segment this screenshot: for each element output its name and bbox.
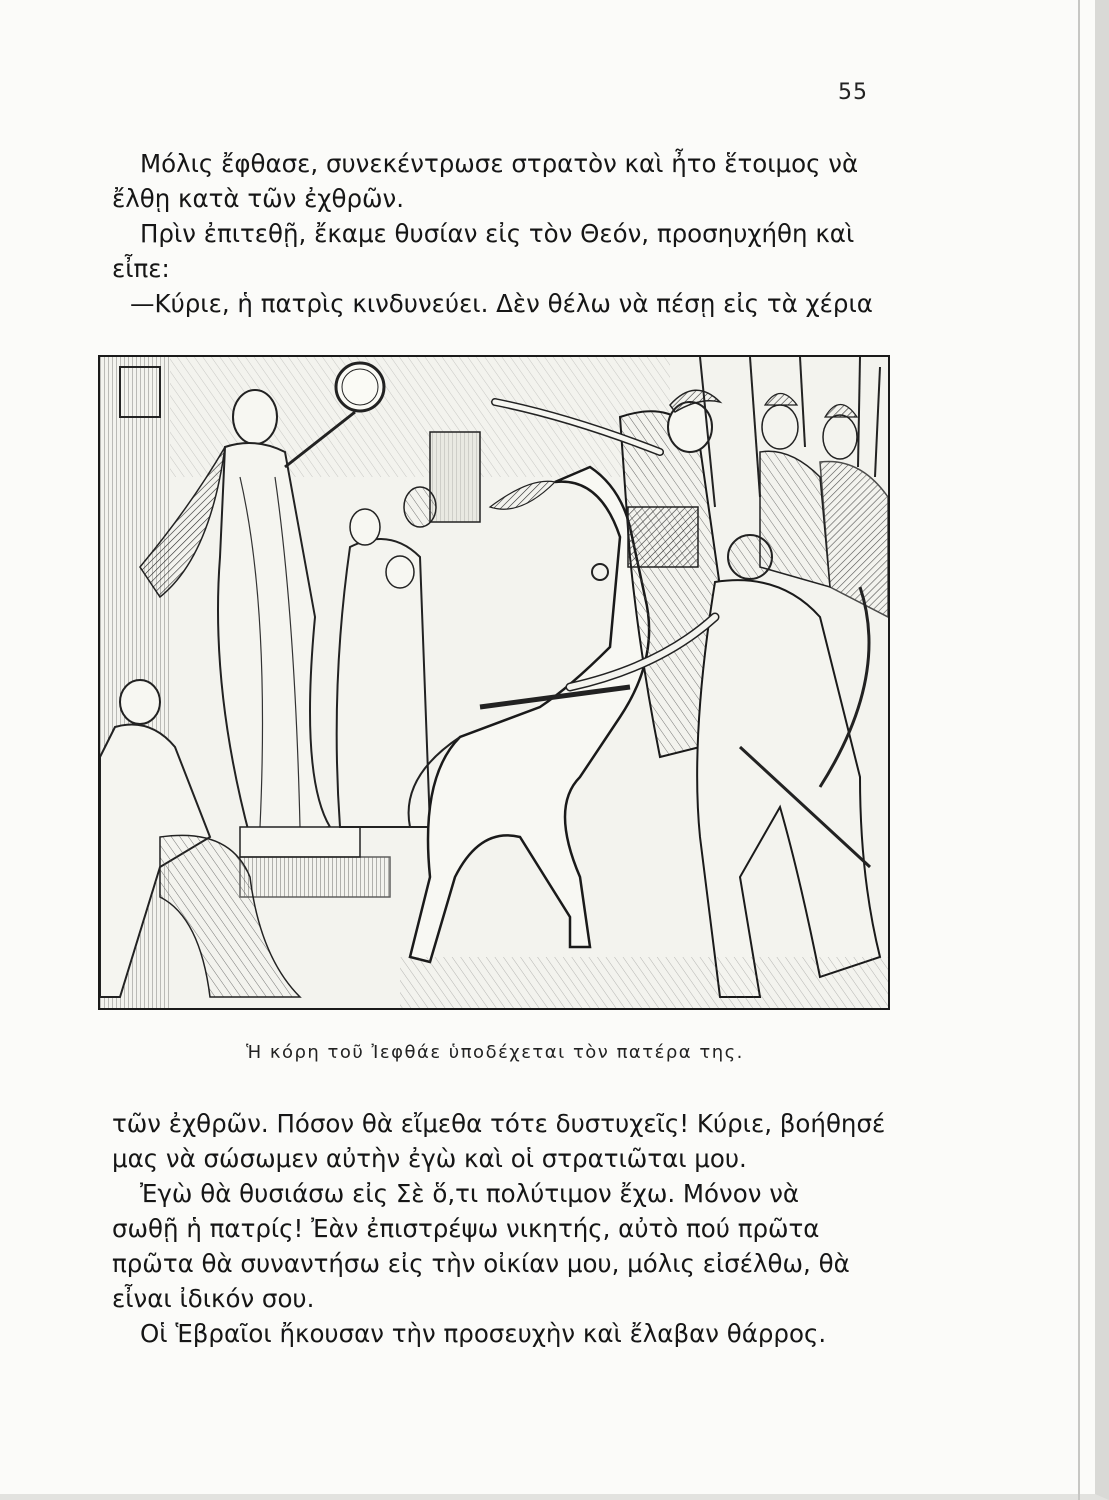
paragraph-line: πρῶτα θὰ συναντήσω εἰς τὴν οἰκίαν μου, μόλις εἰσέλθω, θὰ	[112, 1249, 850, 1278]
illustration-caption: Ἡ κόρη τοῦ Ἰεφθάε ὑποδέχεται τὸν πατέρα της.	[246, 1042, 744, 1063]
paragraph-line: εἶναι ἰδικόν σου.	[112, 1284, 315, 1313]
paragraph-line: μας νὰ σώσωμεν αὐτὴν ἐγὼ καὶ οἱ στρατιῶται μου.	[112, 1144, 747, 1173]
engraving-illustration	[98, 355, 890, 1010]
paragraph-line: τῶν ἐχθρῶν. Πόσον θὰ εἴμεθα τότε δυστυχεῖς! Κύριε, βοήθησέ	[112, 1109, 886, 1138]
page-number: 55	[838, 80, 868, 105]
paragraph-line: —Κύριε, ἡ πατρὶς κινδυνεύει. Δὲν θέλω νὰ πέσῃ εἰς τὰ χέρια	[130, 289, 873, 318]
paragraph-line: ἔλθῃ κατὰ τῶν ἐχθρῶν.	[112, 184, 404, 213]
page-edge-shadow	[1078, 0, 1080, 1500]
paragraph-line: Ἐγὼ θὰ θυσιάσω εἰς Σὲ ὅ,τι πολύτιμον ἔχω. Μόνον νὰ	[140, 1179, 800, 1208]
paragraph-line: Οἱ Ἑβραῖοι ἤκουσαν τὴν προσευχὴν καὶ ἔλαβαν θάρρος.	[140, 1319, 827, 1348]
top-text-block	[112, 146, 912, 321]
paragraph-line: Μόλις ἔφθασε, συνεκέντρωσε στρατὸν καὶ ἦτο ἕτοιμος νὰ	[140, 149, 859, 178]
bottom-text-block	[112, 1106, 912, 1351]
paragraph-line: Πρὶν ἐπιτεθῇ, ἔκαμε θυσίαν εἰς τὸν Θεόν, προσηυχήθη καὶ	[140, 219, 855, 248]
paragraph-line: εἶπε:	[112, 254, 170, 283]
paragraph-line: σωθῇ ἡ πατρίς! Ἐὰν ἐπιστρέψω νικητής, αὐτὸ πού πρῶτα	[112, 1214, 820, 1243]
engraving-drawing	[100, 357, 888, 1008]
